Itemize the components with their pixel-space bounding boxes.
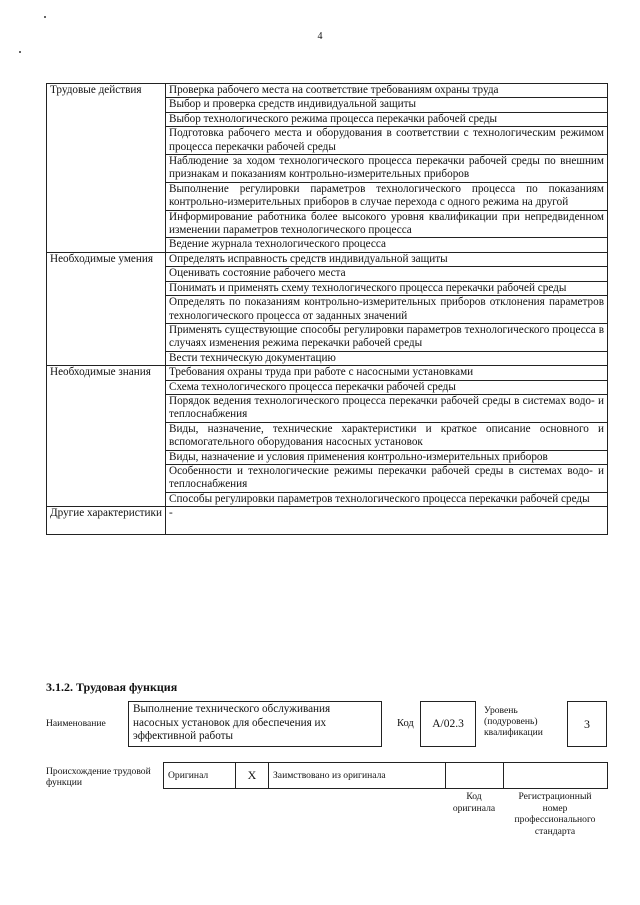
- section-title-skills: Необходимые умения: [47, 252, 166, 266]
- table-row: [47, 84, 608, 98]
- work-action-item: Выбор технологического режима процесса перекачки рабочей среды: [166, 112, 608, 126]
- section-title-work-actions: Трудовые действия: [47, 84, 166, 98]
- skill-item: Вести техническую документацию: [166, 351, 608, 365]
- table-row: [47, 296, 608, 324]
- table-row: [47, 323, 608, 351]
- qualification-level-value: 3: [567, 701, 607, 747]
- labor-function-table: [46, 83, 608, 535]
- knowledge-item: Виды, назначение и условия применения контрольно-измерительных приборов: [166, 450, 608, 464]
- scan-dot: [44, 16, 46, 18]
- knowledge-item: Требования охраны труда при работе с насосными установками: [166, 366, 608, 380]
- table-row: [47, 112, 608, 126]
- page-number: 4: [317, 31, 323, 42]
- work-action-item: Наблюдение за ходом технологического процесса перекачки рабочей среды по внешним признакам и показаниям контрольно-измерительных приборов: [166, 155, 608, 183]
- table-row: [47, 450, 608, 464]
- knowledge-item: Особенности и технологические режимы перекачки рабочей среды в системах водо- и теплоснабжения: [166, 464, 608, 492]
- original-label: Оригинал: [164, 763, 236, 788]
- section-heading: 3.1.2. Трудовая функция: [46, 680, 178, 694]
- function-name-value: Выполнение технического обслуживания насосных установок для обеспечения их эффективной работы: [128, 701, 382, 747]
- origin-row: [163, 762, 608, 789]
- original-mark: X: [236, 763, 269, 788]
- table-row: [47, 507, 608, 535]
- table-row: [47, 267, 608, 281]
- skill-item: Оценивать состояние рабочего места: [166, 267, 608, 281]
- work-action-item: Выбор и проверка средств индивидуальной защиты: [166, 98, 608, 112]
- borrowed-label: Заимствовано из оригинала: [269, 763, 446, 788]
- scan-dot: [19, 51, 21, 53]
- table-row: [47, 155, 608, 183]
- knowledge-item: Способы регулировки параметров технологического процесса перекачки рабочей среды: [166, 492, 608, 506]
- skill-item: Определять исправность средств индивидуальной защиты: [166, 252, 608, 266]
- knowledge-item: Порядок ведения технологического процесса перекачки рабочей среды в системах водо- и теплоснабжения: [166, 394, 608, 422]
- section-title-other: Другие характеристики: [47, 507, 166, 535]
- table-row: [47, 98, 608, 112]
- table-row: [47, 238, 608, 252]
- work-action-item: Информирование работника более высокого уровня квалификации при непредвиденном изменении параметров технологического процесса: [166, 210, 608, 238]
- table-row: [47, 210, 608, 238]
- table-row: [47, 182, 608, 210]
- section-title-knowledge: Необходимые знания: [47, 366, 166, 380]
- table-row: [47, 464, 608, 492]
- table-row: [47, 422, 608, 450]
- table-row: [47, 281, 608, 295]
- table-row: [47, 366, 608, 380]
- name-label: Наименование: [46, 718, 106, 729]
- knowledge-item: Схема технологического процесса перекачки рабочей среды: [166, 380, 608, 394]
- knowledge-item: Виды, назначение, технические характеристики и краткое описание основного и вспомогательного оборудования насосных установок: [166, 422, 608, 450]
- table-row: [47, 492, 608, 506]
- code-label: Код: [397, 718, 414, 729]
- work-action-item: Проверка рабочего места на соответствие требованиям охраны труда: [166, 84, 608, 98]
- work-action-item: Выполнение регулировки параметров технологического процесса по показаниям контрольно-измерительных приборов в случае перехода с одного режима на другой: [166, 182, 608, 210]
- reg-number-caption: Регистрационный номер профессионального стандарта: [514, 791, 596, 837]
- table-row: [47, 380, 608, 394]
- skill-item: Определять по показаниям контрольно-измерительных приборов отклонения параметров технологического процесса от заданных значений: [166, 296, 608, 324]
- other-value: -: [166, 507, 608, 535]
- table-row: [47, 252, 608, 266]
- code-value: A/02.3: [420, 701, 476, 747]
- work-action-item: Ведение журнала технологического процесса: [166, 238, 608, 252]
- table-row: [47, 127, 608, 155]
- table-row: [47, 351, 608, 365]
- reg-number-cell: [504, 763, 607, 788]
- skill-item: Понимать и применять схему технологического процесса перекачки рабочей среды: [166, 281, 608, 295]
- table-row: [47, 394, 608, 422]
- origin-label: Происхождение трудовой функции: [46, 766, 151, 788]
- origin-code-caption: Код оригинала: [452, 791, 496, 814]
- origin-code-cell: [446, 763, 504, 788]
- work-action-item: Подготовка рабочего места и оборудования в соответствии с технологическим режимом процесса перекачки рабочей среды: [166, 127, 608, 155]
- skill-item: Применять существующие способы регулировки параметров технологического процесса в случаях изменения режима перекачки рабочей среды: [166, 323, 608, 351]
- qualification-level-label: Уровень (подуровень) квалификации: [484, 705, 543, 738]
